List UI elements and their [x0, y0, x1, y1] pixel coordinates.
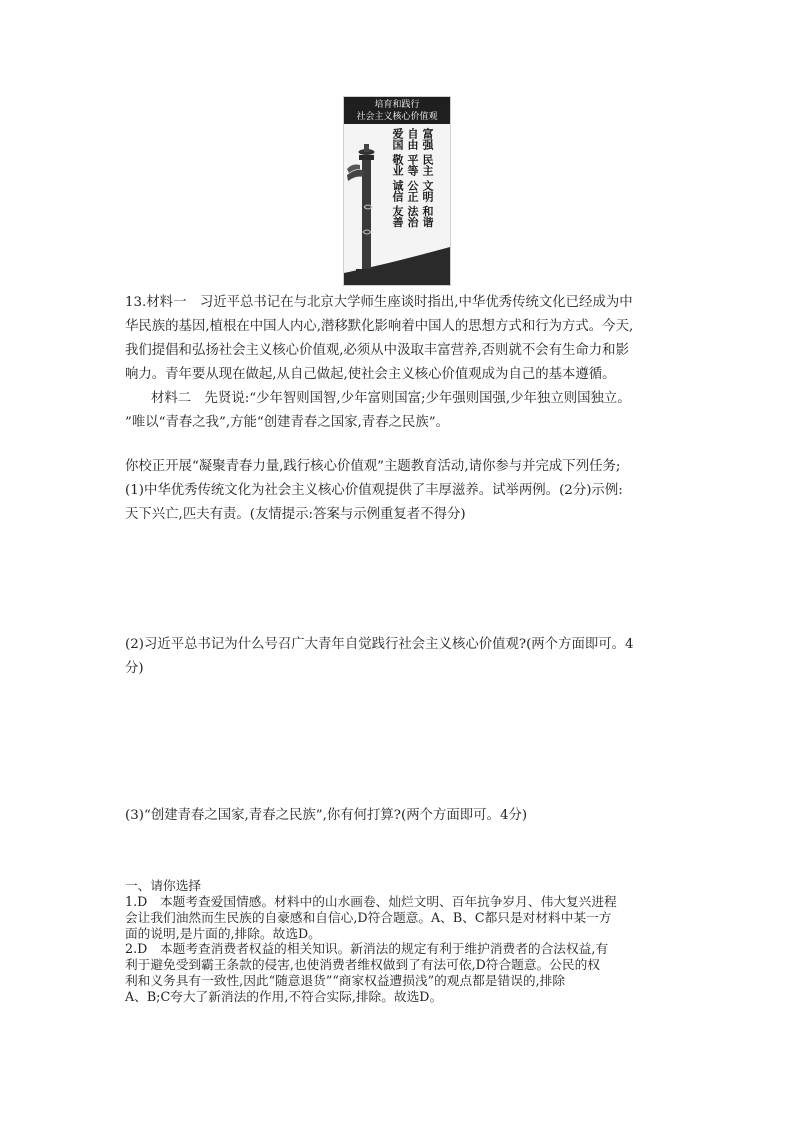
part2-line: (2)习近平总书记为什么号召广大青年自觉践行社会主义核心价值观?(两个方面即可。4	[125, 637, 634, 652]
poster-values	[389, 128, 434, 278]
part1-line: 天下兴亡,匹夫有责。(友情提示:答案与示例重复者不得分)	[125, 507, 466, 522]
answer-line: 会让我们油然而生民族的自豪感和自信心,D符合题意。A、B、C都只是对材料中某一方	[125, 910, 612, 925]
answers-section-title: 一、请你选择	[125, 878, 202, 893]
answer-line: A、B;C夸大了新消法的作用,不符合实际,排除。故选D。	[125, 989, 443, 1004]
material1-line: 响力。青年要从现在做起,从自己做起,使社会主义核心价值观成为自己的基本遵循。	[125, 367, 616, 382]
material2-line: ”唯以“青春之我”,方能“创建青春之国家,青春之民族”。	[125, 415, 449, 430]
core-values-poster	[343, 96, 451, 286]
task-intro: 你校正开展“凝聚青春力量,践行核心价值观”主题教育活动,请你参与并完成下列任务;	[125, 459, 621, 474]
poster-banner-line2: 社会主义核心价值观	[356, 112, 438, 122]
poster-banner	[344, 97, 450, 124]
poster-values-col2: 自由 平等 公正 法治	[406, 128, 419, 228]
answer-line: 2.D 本题考查消费者权益的相关知识。新消法的规定有利于维护消费者的合法权益,有	[125, 941, 609, 956]
material1-line: 13.材料一 习近平总书记在与北京大学师生座谈时指出,中华优秀传统文化已经成为中	[125, 295, 633, 310]
answer-line: 利和义务具有一致性,因此“随意退货”“商家权益遭损浅”的观点都是错误的,排除	[125, 973, 566, 988]
answer-line: 1.D 本题考查爱国情感。材料中的山水画卷、灿烂文明、百年抗争岁月、伟大复兴进程	[125, 894, 617, 909]
part1-line: (1)中华优秀传统文化为社会主义核心价值观提供了丰厚滋养。试举两例。(2分)示例:	[125, 483, 623, 498]
material1-line: 我们提倡和弘扬社会主义核心价值观,必须从中汲取丰富营养,否则就不会有生命力和影	[125, 343, 629, 358]
material1-line: 华民族的基因,植根在中国人内心,潜移默化影响着中国人的思想方式和行为方式。今天,	[125, 319, 634, 334]
poster-values-col3: 爱国 敬业 诚信 友善	[391, 128, 404, 228]
part3-line: (3)“创建青春之国家,青春之民族”,你有何打算?(两个方面即可。4分)	[125, 808, 528, 823]
poster-banner-line1: 培育和践行	[374, 100, 420, 110]
material2-line: 材料二 先贤说:“少年智则国智,少年富则国富;少年强则国强,少年独立则国独立。	[151, 391, 631, 406]
answer-line: 面的说明,是片面的,排除。故选D。	[125, 926, 321, 941]
answer-line: 利于避免受到霸王条款的侵害,也使消费者维权做到了有法可依,D符合题意。公民的权	[125, 957, 600, 972]
poster-values-col1: 富强 民主 文明 和谐	[421, 128, 434, 228]
part2-line: 分)	[125, 661, 144, 676]
